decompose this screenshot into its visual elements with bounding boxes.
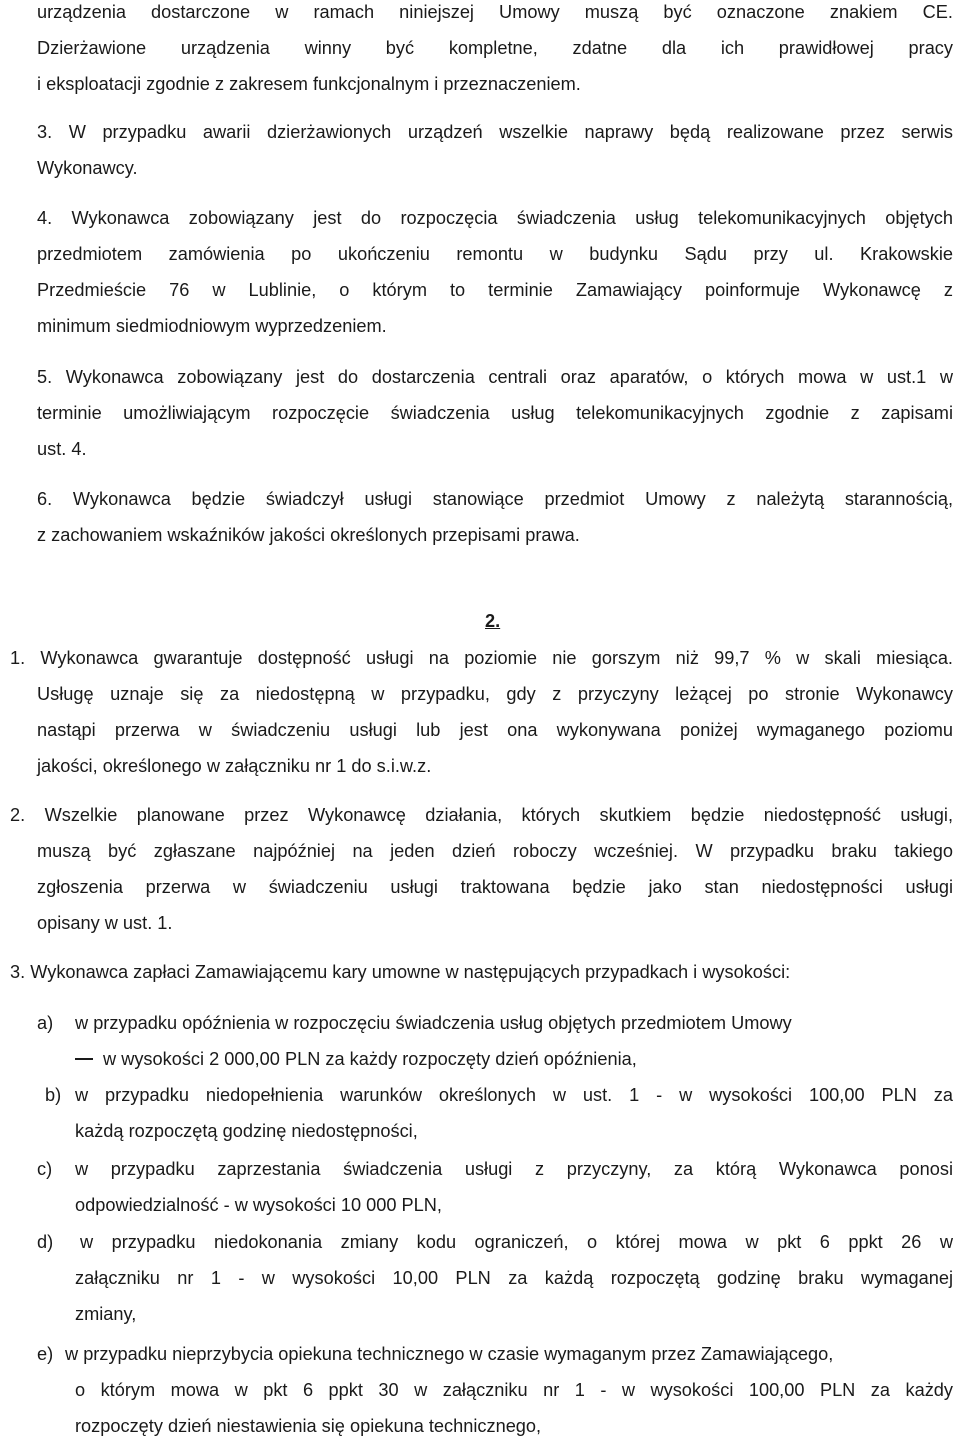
list-item-e-line: rozpoczęty dzień niestawienia się opiekuna technicznego, — [75, 1416, 542, 1436]
paragraph-line: Dzierżawione urządzenia winny być kompletne, zdatne dla ich prawidłowej pracy — [37, 38, 953, 58]
section-item-1-line: nastąpi przerwa w świadczeniu usługi lub jest ona wykonywana poniżej wymaganego poziomu — [37, 720, 953, 740]
paragraph-4-line: 4. Wykonawca zobowiązany jest do rozpoczęcia świadczenia usług telekomunikacyjnych objętych — [37, 208, 953, 228]
paragraph-5-line: 5. Wykonawca zobowiązany jest do dostarczenia centrali oraz aparatów, o których mowa w ust.1 w — [37, 367, 953, 387]
section-item-2-line: 2. Wszelkie planowane przez Wykonawcę działania, których skutkiem będzie niedostępność usługi, — [10, 805, 953, 825]
list-item-c-label: c) — [37, 1159, 53, 1179]
section-item-2-line: zgłoszenia przerwa w świadczeniu usługi traktowana będzie jako stan niedostępności usługi — [37, 877, 953, 897]
list-item-e-line: w przypadku nieprzybycia opiekuna technicznego w czasie wymaganym przez Zamawiającego, — [65, 1344, 834, 1364]
list-item-d-line: w przypadku niedokonania zmiany kodu ograniczeń, o której mowa w pkt 6 ppkt 26 w — [80, 1232, 953, 1252]
list-item-d-line: załączniku nr 1 - w wysokości 10,00 PLN za każdą rozpoczętą godzinę braku wymaganej — [75, 1268, 953, 1288]
list-item-c-line: odpowiedzialność - w wysokości 10 000 PLN, — [75, 1195, 442, 1215]
section-item-1-line: 1. Wykonawca gwarantuje dostępność usługi na poziomie nie gorszym niż 99,7 % w skali miesiąca. — [10, 648, 953, 668]
paragraph-line: urządzenia dostarczone w ramach niniejszej Umowy muszą być oznaczone znakiem CE. — [37, 2, 953, 22]
section-item-1-line: Usługę uznaje się za niedostępną w przypadku, gdy z przyczyny leżącej po stronie Wykonawcy — [37, 684, 953, 704]
list-item-c-line: w przypadku zaprzestania świadczenia usługi z przyczyny, za którą Wykonawca ponosi — [75, 1159, 953, 1179]
list-item-d-line: zmiany, — [75, 1304, 137, 1324]
list-item-d-label: d) — [37, 1232, 54, 1252]
list-item-a-label: a) — [37, 1013, 54, 1033]
list-item-e-label: e) — [37, 1344, 54, 1364]
paragraph-4-line: przedmiotem zamówienia po ukończeniu remontu w budynku Sądu przy ul. Krakowskie — [37, 244, 953, 264]
list-item-b-label: b) — [45, 1085, 62, 1105]
section-item-3-line: 3. Wykonawca zapłaci Zamawiającemu kary umowne w następujących przypadkach i wysokości: — [10, 962, 791, 982]
list-item-a-line-2 — [75, 1041, 637, 1077]
paragraph-3-line: Wykonawcy. — [37, 158, 138, 178]
section-item-2-line: opisany w ust. 1. — [37, 913, 173, 933]
em-dash — [75, 1058, 93, 1060]
list-item-b-line: w przypadku niedopełnienia warunków określonych w ust. 1 - w wysokości 100,00 PLN za — [75, 1085, 953, 1105]
paragraph-6-line: 6. Wykonawca będzie świadczył usługi stanowiące przedmiot Umowy z należytą starannością, — [37, 489, 953, 509]
paragraph-6-line: z zachowaniem wskaźników jakości określonych przepisami prawa. — [37, 525, 580, 545]
list-item-e-line: o którym mowa w pkt 6 ppkt 30 w załączniku nr 1 - w wysokości 100,00 PLN za każdy — [75, 1380, 953, 1400]
section-heading: 2. — [485, 611, 501, 631]
list-item-b-line: każdą rozpoczętą godzinę niedostępności, — [75, 1121, 418, 1141]
section-item-1-line: jakości, określonego w załączniku nr 1 do s.i.w.z. — [37, 756, 432, 776]
list-item-a-line: w przypadku opóźnienia w rozpoczęciu świadczenia usług objętych przedmiotem Umowy — [75, 1013, 792, 1033]
paragraph-3-line: 3. W przypadku awarii dzierżawionych urządzeń wszelkie naprawy będą realizowane przez serwis — [37, 122, 953, 142]
paragraph-line: i eksploatacji zgodnie z zakresem funkcjonalnym i przeznaczeniem. — [37, 74, 581, 94]
list-item-a-text: w wysokości 2 000,00 PLN za każdy rozpoczęty dzień opóźnienia, — [103, 1049, 637, 1069]
paragraph-5-line: terminie umożliwiającym rozpoczęcie świadczenia usług telekomunikacyjnych zgodnie z zapisami — [37, 403, 953, 423]
section-item-2-line: muszą być zgłaszane najpóźniej na jeden dzień roboczy wcześniej. W przypadku braku takiego — [37, 841, 953, 861]
paragraph-4-line: minimum siedmiodniowym wyprzedzeniem. — [37, 316, 387, 336]
paragraph-5-line: ust. 4. — [37, 439, 87, 459]
paragraph-4-line: Przedmieście 76 w Lublinie, o którym to terminie Zamawiający poinformuje Wykonawcę z — [37, 280, 953, 300]
